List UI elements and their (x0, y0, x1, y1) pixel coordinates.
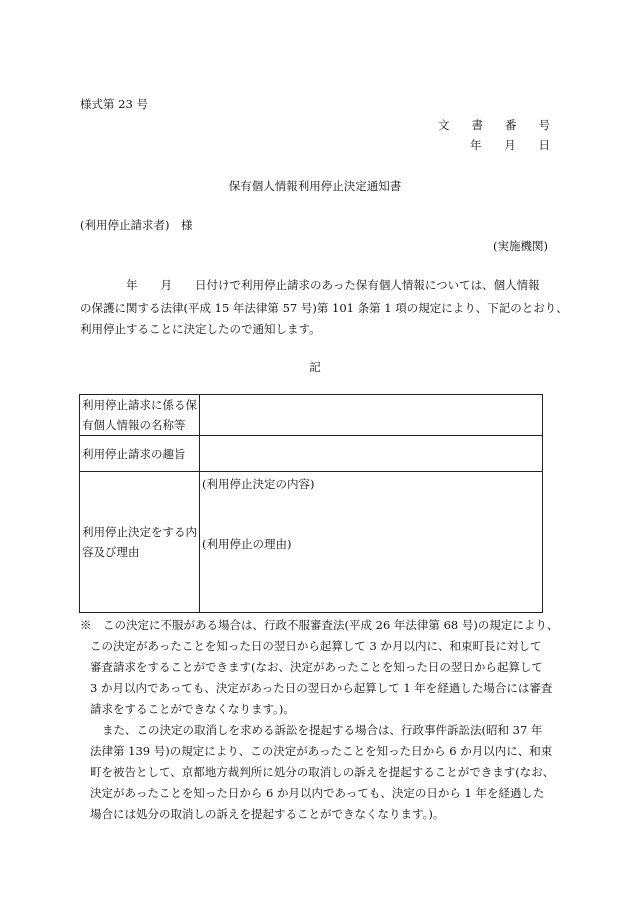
note-line: 法律第 139 号)の規定により、この決定があったことを知った日から 6 か月以内に、和束 (90, 744, 553, 758)
ki-heading: 記 (309, 360, 321, 374)
doc-number-char: 号 (538, 118, 550, 132)
doc-number-char: 文 (438, 118, 450, 132)
decision-reason-cell (200, 472, 543, 613)
document-title: 保有個人情報利用停止決定通知書 (228, 179, 402, 193)
body-text-line: 年 月 日付けで利用停止請求のあった保有個人情報については、個人情報 (126, 278, 540, 292)
row-label-info-name: 利用停止請求に係る保 有個人情報の名称等 (80, 395, 200, 436)
decision-reason-label: (利用停止の理由) (202, 537, 292, 551)
table-row (80, 436, 543, 472)
note-line: また、この決定の取消しを求める訴訟を提起する場合は、行政事件訴訟法(昭和 37 年 (102, 723, 543, 737)
table-row (80, 395, 543, 436)
request-purpose-cell (200, 436, 543, 472)
body-text-line: の保護に関する法律(平成 15 年法律第 57 号)第 101 条第 1 項の規定により、下記のとおり、 (80, 301, 568, 315)
addressee: (利用停止請求者) 様 (80, 218, 193, 232)
form-number: 様式第 23 号 (80, 97, 148, 111)
note-line: 決定があったことを知った日から 6 か月以内であっても、決定の日から 1 年を経過した (90, 786, 545, 800)
date-label (470, 137, 550, 153)
info-name-cell (200, 395, 543, 436)
note-line: 審査請求をすることができます(なお、決定があったことを知った日の翌日から起算して (90, 660, 543, 674)
decision-content-label: (利用停止決定の内容) (202, 477, 315, 491)
table-row (80, 472, 543, 613)
note-line: この決定があったことを知った日の翌日から起算して 3 か月以内に、和束町長に対して (90, 639, 542, 653)
date-year: 年 (470, 138, 482, 152)
date-day: 日 (538, 138, 550, 152)
note-line: 請求をすることができなくなります。)。 (90, 702, 295, 716)
note-line: ※ この決定に不服がある場合は、行政不服審査法(平成 26 年法律第 68 号)の規定により、 (80, 618, 559, 632)
note-line: 3 か月以内であっても、決定があった日の翌日から起算して 1 年を経過した場合には審査 (90, 681, 553, 695)
note-line: 場合には処分の取消しの訴えを提起することができなくなります。)。 (90, 807, 445, 821)
body-text-line: 利用停止することに決定したので通知します。 (80, 322, 321, 336)
doc-number-char: 書 (471, 118, 483, 132)
row-label-decision-reason: 利用停止決定をする内 容及び理由 (80, 472, 200, 613)
note-line: 町を被告として、京都地方裁判所に処分の取消しの訴えを提起することができます(なお、 (90, 765, 555, 779)
doc-number-char: 番 (505, 118, 517, 132)
date-month: 月 (504, 138, 516, 152)
document-number-label (438, 117, 550, 133)
decision-table (79, 394, 543, 613)
implementing-agency: (実施機関) (493, 239, 548, 253)
row-label-request-purpose: 利用停止請求の趣旨 (80, 436, 200, 472)
